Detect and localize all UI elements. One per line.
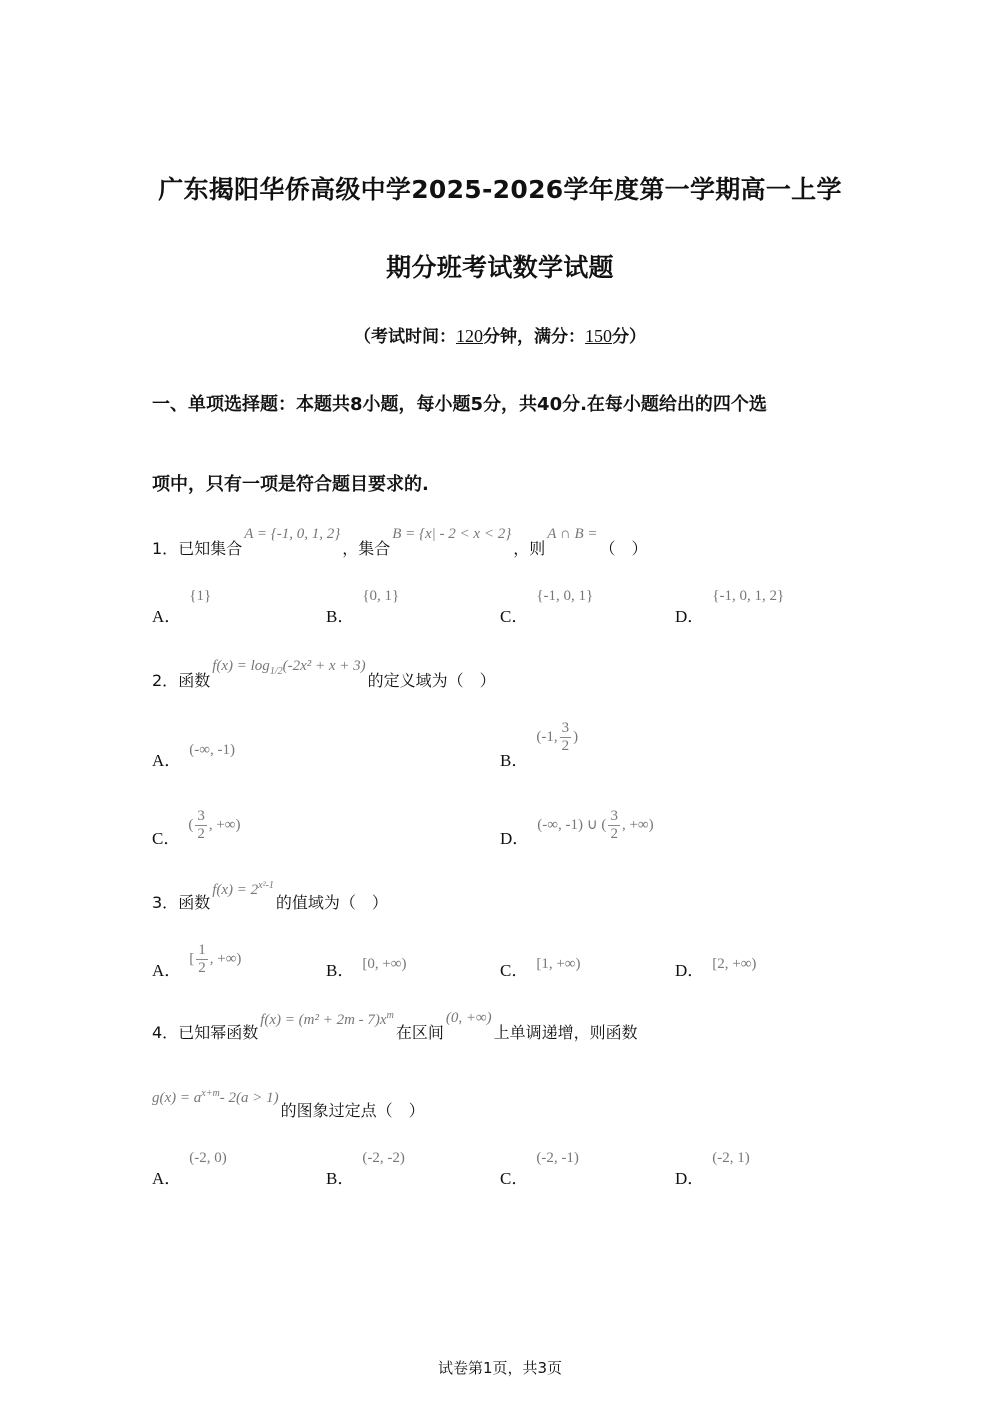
- numerator: 3: [610, 808, 618, 824]
- question-text: 在区间: [395, 1023, 444, 1042]
- option-label: A．: [152, 961, 182, 980]
- fraction: [195, 808, 207, 843]
- denominator: 2: [561, 738, 570, 754]
- section-heading-line2: 项中，只有一项是符合题目要求的.: [152, 474, 429, 495]
- option-math: [1, +∞): [536, 956, 581, 972]
- question-text: 上单调递增，则函数: [493, 1023, 638, 1042]
- question-3: [152, 880, 388, 913]
- option-d: [500, 808, 654, 859]
- math-superscript: x²-1: [258, 880, 274, 891]
- question-number: 2．: [152, 671, 179, 690]
- math-superscript: x+m: [201, 1088, 220, 1099]
- option-c: [500, 588, 594, 627]
- option-label: D．: [500, 829, 530, 848]
- math-expression: [212, 658, 365, 677]
- option-d: [675, 956, 756, 981]
- numerator: 1: [198, 942, 206, 958]
- option-d: [675, 588, 785, 627]
- question-text: 的值域为（ ）: [275, 893, 388, 912]
- math-expression: (0, +∞): [445, 1010, 492, 1026]
- math-part: (-1,: [536, 728, 558, 745]
- option-math: (-2, 1): [712, 1150, 750, 1166]
- math-part: (: [188, 816, 194, 833]
- option-label: A．: [152, 1169, 182, 1188]
- question-number: 4．: [152, 1023, 179, 1042]
- answer-blank: （ ）: [599, 539, 648, 558]
- question-4-line2: [152, 1088, 425, 1121]
- exam-info: [0, 322, 1000, 347]
- option-math: [2, +∞): [712, 956, 757, 972]
- math-expression: B = {x| - 2 < x < 2}: [392, 526, 512, 542]
- option-math: (-2, -1): [536, 1150, 579, 1166]
- question-text: 已知幂函数: [178, 1023, 259, 1042]
- option-math: {0, 1}: [362, 588, 400, 604]
- math-expression: [260, 1010, 394, 1029]
- option-label: C．: [500, 1169, 529, 1188]
- option-label: C．: [500, 607, 529, 626]
- question-text: 函数: [178, 671, 211, 690]
- option-label: C．: [152, 829, 181, 848]
- exam-score-value: 150: [585, 326, 612, 346]
- option-label: A．: [152, 751, 182, 770]
- math-part: f(x) = (m² + 2m - 7)x: [260, 1012, 387, 1028]
- option-math: [536, 720, 578, 755]
- question-2: [152, 658, 496, 691]
- option-a: [152, 742, 235, 771]
- question-text: ，集合: [342, 539, 391, 558]
- math-part: (-∞, -1) ∪ (: [537, 816, 607, 833]
- math-expression: A = {-1, 0, 1, 2}: [244, 526, 341, 542]
- option-c: [152, 808, 241, 859]
- option-label: D．: [675, 1169, 705, 1188]
- option-label: D．: [675, 607, 705, 626]
- math-part: , +∞): [209, 950, 242, 967]
- option-math: [537, 808, 653, 843]
- question-text: 的定义域为（ ）: [367, 671, 496, 690]
- option-d: [675, 1150, 750, 1189]
- option-label: B．: [326, 1169, 355, 1188]
- option-math: [0, +∞): [362, 956, 407, 972]
- option-math: (-2, 0): [189, 1150, 227, 1166]
- option-math: [188, 808, 240, 843]
- exam-info-prefix: （考试时间：: [354, 327, 456, 347]
- option-label: B．: [500, 751, 529, 770]
- option-a: [152, 1150, 227, 1189]
- math-expression: [152, 1088, 279, 1107]
- question-number: 1．: [152, 539, 179, 558]
- exam-time-value: 120: [456, 326, 483, 346]
- exam-time-unit: 分钟，满分：: [483, 327, 585, 347]
- option-math: {-1, 0, 1}: [536, 588, 594, 604]
- exam-title-line2: 期分班考试数学试题: [386, 253, 614, 282]
- option-c: [500, 956, 581, 981]
- exam-title-line1: 广东揭阳华侨高级中学2025-2026学年度第一学期高一上学: [158, 175, 842, 204]
- math-expression: [212, 880, 274, 899]
- fraction: [560, 720, 572, 755]
- option-label: A．: [152, 607, 182, 626]
- fraction: [608, 808, 620, 843]
- option-math: (-2, -2): [362, 1150, 405, 1166]
- option-a: [152, 942, 242, 991]
- question-text: 的图象过定点（ ）: [280, 1101, 425, 1120]
- math-part: f(x) = 2: [212, 882, 259, 898]
- option-b: [326, 1150, 405, 1189]
- math-superscript: m: [386, 1010, 394, 1021]
- math-part: (-2x² + x + 3): [282, 658, 366, 674]
- option-c: [500, 1150, 579, 1189]
- math-part: ): [573, 728, 579, 745]
- math-part: g(x) = a: [152, 1090, 202, 1106]
- question-text: ，则: [513, 539, 546, 558]
- option-b: [326, 956, 407, 981]
- denominator: 2: [197, 826, 205, 842]
- math-part: [: [189, 950, 195, 967]
- math-expression: A ∩ B =: [547, 526, 598, 542]
- question-text: 函数: [178, 893, 211, 912]
- math-part: , +∞): [208, 816, 241, 833]
- option-a: [152, 588, 212, 627]
- option-math: [189, 942, 241, 977]
- section-heading-line1: 一、单项选择题：本题共8小题，每小题5分，共40分.在每小题给出的四个选: [152, 394, 767, 415]
- option-b: [500, 720, 579, 781]
- numerator: 3: [197, 808, 205, 824]
- question-1: [152, 526, 648, 559]
- option-b: [326, 588, 400, 627]
- option-label: C．: [500, 961, 529, 980]
- numerator: 3: [561, 720, 570, 736]
- option-label: B．: [326, 961, 355, 980]
- question-text: 已知集合: [178, 539, 243, 558]
- math-part: , +∞): [621, 816, 654, 833]
- denominator: 2: [610, 826, 618, 842]
- fraction: [196, 942, 208, 977]
- page-footer: 试卷第1页，共3页: [437, 1359, 563, 1377]
- exam-info-suffix: 分）: [612, 327, 646, 347]
- option-math: {-1, 0, 1, 2}: [712, 588, 785, 604]
- option-math: {1}: [189, 588, 212, 604]
- math-part: f(x) = log: [212, 658, 270, 674]
- option-label: B．: [326, 607, 355, 626]
- denominator: 2: [198, 960, 206, 976]
- math-part: - 2(a > 1): [219, 1090, 279, 1106]
- option-math: (-∞, -1): [189, 742, 235, 758]
- option-label: D．: [675, 961, 705, 980]
- question-number: 3．: [152, 893, 179, 912]
- math-subscript: 1/2: [269, 666, 283, 677]
- question-4: [152, 1010, 638, 1043]
